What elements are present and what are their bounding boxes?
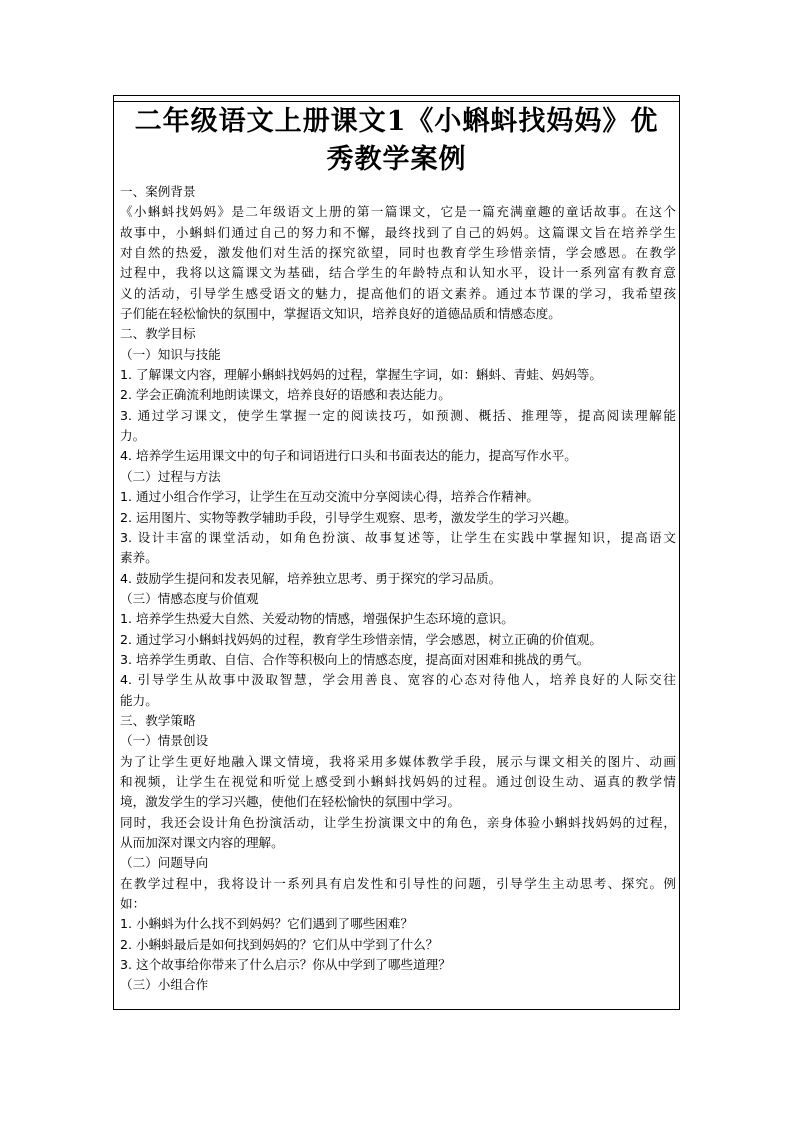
- document-title-line-2: 秀教学案例: [326, 144, 467, 175]
- body-text-line: （三）小组合作: [120, 977, 209, 993]
- body-text-line: 3. 通过学习课文，使学生掌握一定的阅读技巧，如预测、概括、推理等，提高阅读理解能: [120, 407, 676, 423]
- body-text-line: 2. 运用图片、实物等教学辅助手段，引导学生观察、思考，激发学生的学习兴趣。: [120, 509, 577, 525]
- body-text-line: 2. 小蝌蚪最后是如何找到妈妈的？它们从中学到了什么？: [120, 936, 439, 952]
- body-text-line: 2. 学会正确流利地朗读课文，培养良好的语感和表达能力。: [120, 387, 451, 403]
- content-table: [113, 95, 680, 1010]
- body-text-line: 二、教学目标: [120, 326, 196, 342]
- body-text-line: （二）过程与方法: [120, 468, 221, 484]
- body-text-line: 4. 鼓励学生提问和发表见解，培养独立思考、勇于探究的学习品质。: [120, 570, 502, 586]
- body-text-line: （一）知识与技能: [120, 346, 221, 362]
- body-text-line: 力。: [120, 428, 146, 444]
- body-text-line: 同时，我还会设计角色扮演活动，让学生扮演课文中的角色，亲身体验小蝌蚪找妈妈的过程，: [120, 814, 676, 830]
- body-text-line: 子们能在轻松愉快的氛围中，掌握语文知识，培养良好的道德品质和情感态度。: [120, 306, 561, 322]
- body-text-line: 从而加深对课文内容的理解。: [120, 835, 284, 850]
- body-text-line: 3. 培养学生勇敢、自信、合作等积极向上的情感态度，提高面对困难和挑战的勇气。: [120, 651, 590, 667]
- body-text-line: 和视频，让学生在视觉和听觉上感受到小蝌蚪找妈妈的过程。通过创设生动、逼真的教学情: [120, 773, 676, 789]
- body-text-line: 3. 这个故事给你带来了什么启示？你从中学到了哪些道理？: [120, 957, 451, 973]
- body-text-line: 1. 通过小组合作学习，让学生在互动交流中分享阅读心得，培养合作精神。: [120, 489, 540, 505]
- body-text-line: 三、教学策略: [120, 712, 196, 728]
- body-text-line: 素养。: [120, 550, 158, 566]
- body-text-line: （二）问题导向: [120, 855, 209, 871]
- body-text-line: 3. 设计丰富的课堂活动，如角色扮演、故事复述等，让学生在实践中掌握知识，提高语文: [120, 529, 676, 545]
- body-text-line: 义的活动，引导学生感受语文的魅力，提高他们的语文素养。通过本节课的学习，我希望孩: [120, 285, 676, 301]
- body-text-line: 1. 了解课文内容，理解小蝌蚪找妈妈的过程，掌握生字词，如：蝌蚪、青蛙、妈妈等。: [120, 367, 602, 383]
- body-text-line: 2. 通过学习小蝌蚪找妈妈的过程，教育学生珍惜亲情，学会感恩，树立正确的价值观。: [120, 631, 602, 647]
- body-text-line: 1. 培养学生热爱大自然、关爱动物的情感，增强保护生态环境的意识。: [120, 611, 514, 627]
- body-text-line: 能力。: [120, 692, 158, 708]
- body-text-line: 1. 小蝌蚪为什么找不到妈妈？它们遇到了哪些困难？: [120, 916, 414, 932]
- body-text-line: （一）情景创设: [120, 733, 209, 749]
- document-body: [120, 182, 676, 996]
- table-top-rule: [114, 101, 679, 102]
- body-text-line: 对自然的热爱，激发他们对生活的探究欲望，同时也教育学生珍惜亲情，学会感恩。在教学: [120, 245, 676, 261]
- body-text-line: 为了让学生更好地融入课文情境，我将采用多媒体教学手段，展示与课文相关的图片、动画: [120, 753, 676, 769]
- body-text-line: 过程中，我将以这篇课文为基础，结合学生的年龄特点和认知水平，设计一系列富有教育意: [120, 265, 676, 281]
- body-text-line: 4. 培养学生运用课文中的句子和词语进行口头和书面表达的能力，提高写作水平。: [120, 448, 577, 464]
- body-text-line: 一、案例背景: [120, 184, 196, 199]
- body-text-line: 故事中，小蝌蚪们通过自己的努力和不懈，最终找到了自己的妈妈。这篇课文旨在培养学生: [120, 224, 676, 240]
- body-text-line: 在教学过程中，我将设计一系列具有启发性和引导性的问题，引导学生主动思考、探究。例: [120, 875, 676, 891]
- document-title-line-1: 二年级语文上册课文1《小蝌蚪找妈妈》优: [134, 106, 659, 137]
- body-text-line: （三）情感态度与价值观: [120, 590, 259, 606]
- body-text-line: 《小蝌蚪找妈妈》是二年级语文上册的第一篇课文，它是一篇充满童趣的童话故事。在这个: [120, 204, 676, 220]
- body-text-line: 4. 引导学生从故事中汲取智慧，学会用善良、宽容的心态对待他人，培养良好的人际交往: [120, 672, 676, 688]
- body-text-line: 境，激发学生的学习兴趣，使他们在轻松愉快的氛围中学习。: [120, 794, 461, 810]
- body-text-line: 如：: [120, 896, 146, 912]
